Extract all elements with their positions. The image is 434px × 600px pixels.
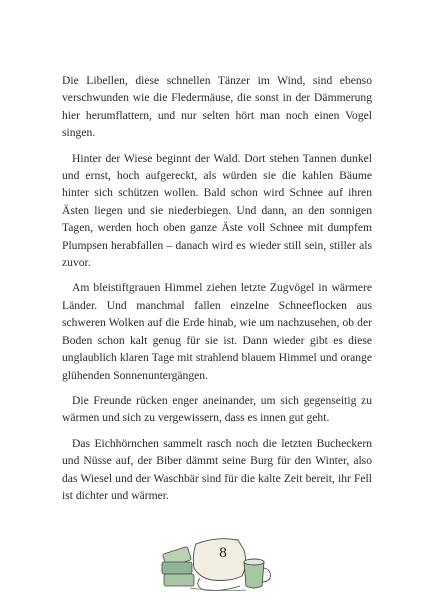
page-number: 8 — [219, 545, 227, 561]
page-footer-illustration — [160, 528, 280, 594]
paragraph-2: Hinter der Wiese beginnt der Wald. Dort stehen Tannen dunkel und ernst, hoch aufgereckt, als würden sie die kahlen Bäume hinter sich schützen wollen. Bald schon wird Schnee auf ihren Ästen liegen und sie niederbiegen. Und dann, an den sonnigen Tagen, werden hoch oben ganze Äste voll Schnee mit dumpfem Plumpsen herabfallen – danach wird es wieder still sein, stiller als zuvor. — [62, 151, 372, 270]
paragraph-5: Das Eichhörnchen sammelt rasch noch die letzten Bucheckern und Nüsse auf, der Biber dämmt seine Burg für den Winter, also das Wiesel und der Waschbär sind für die kalte Zeit bereit, ihr Fell ist dichter und wärmer. — [62, 436, 372, 502]
book-stack-icon — [162, 546, 194, 586]
paragraph-4: Die Freunde rücken enger aneinander, um sich gegenseitig zu wärmen und sich zu vergewissern, dass es innen gut geht. — [62, 393, 372, 425]
mug-icon — [244, 559, 270, 588]
paragraph-1: Die Libellen, diese schnellen Tänzer im Wind, sind ebenso verschwunden wie die Fledermäuse, die sonst in der Dämmerung hier herumflattern, und nur selten hört man noch einen Vogel singen. — [62, 74, 372, 140]
body-text — [62, 72, 372, 512]
paragraph-3: Am bleistiftgrauen Himmel ziehen letzte Zugvögel in wärmere Länder. Und manchmal fallen einzelne Schneeflocken aus schweren Wolken auf die Erde hinab, wie um nachzusehen, ob der Boden schon kalt genug für sie ist. Dann wieder gibt es diese unglaublich klaren Tage mit strahlend blauem Himmel und orange glühenden Sonnenuntergängen. — [62, 281, 372, 382]
